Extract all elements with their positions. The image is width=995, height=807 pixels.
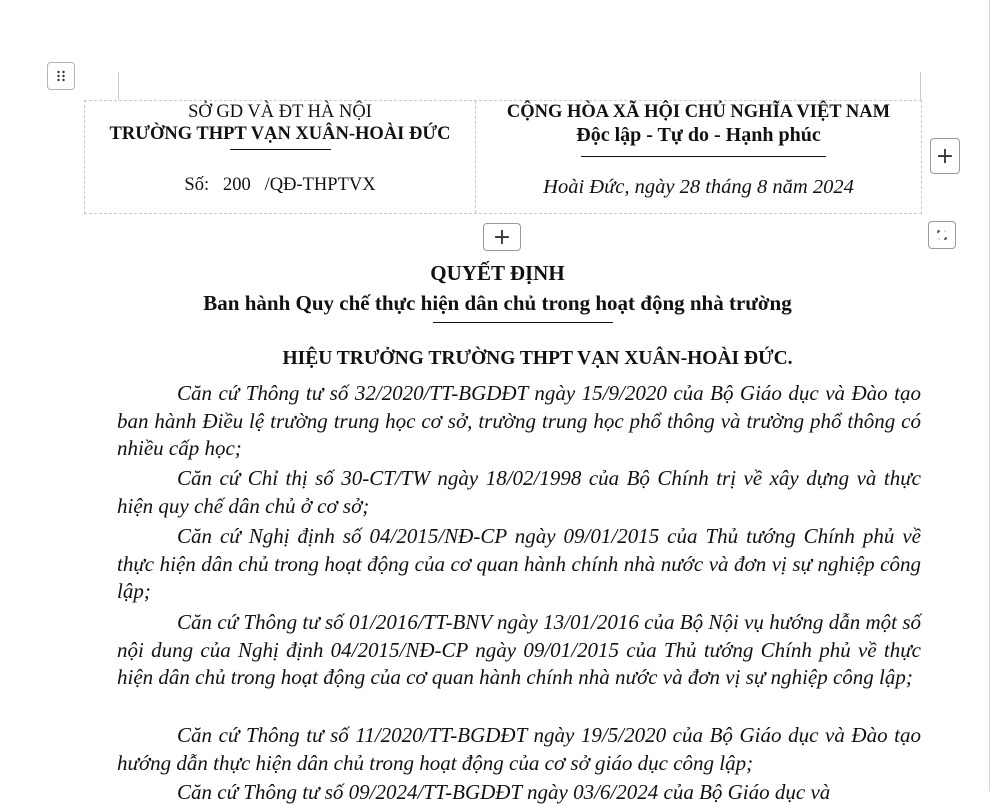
- issuing-authority: HIỆU TRƯỞNG TRƯỜNG THPT VẠN XUÂN-HOÀI ĐỨC.: [282, 348, 793, 369]
- margin-corner-mark: [920, 72, 921, 100]
- agency-name: SỞ GD VÀ ĐT HÀ NỘI: [188, 102, 372, 122]
- document-subtitle: Ban hành Quy chế thực hiện dân chủ trong hoạt động nhà trường: [203, 291, 792, 315]
- document-title: QUYẾT ĐỊNH: [430, 261, 565, 285]
- add-row-button[interactable]: +: [483, 223, 521, 251]
- motto-underline: [581, 156, 826, 157]
- national-motto: Độc lập - Tự do - Hạnh phúc: [576, 124, 821, 146]
- legal-basis-paragraph: Căn cứ Thông tư số 11/2020/TT-BGDĐT ngày 19/5/2020 của Bộ Giáo dục và Đào tạo hướng dẫn thực hiện dân chủ trong hoạt động của cơ sở giáo dục công lập;: [117, 723, 921, 775]
- document-number: Số: 200 /QĐ-THPTVX: [184, 175, 376, 195]
- table-move-handle[interactable]: [47, 62, 75, 90]
- legal-basis-paragraph: Căn cứ Thông tư số 09/2024/TT-BGDĐT ngày 03/6/2024 của Bộ Giáo dục và: [177, 780, 831, 804]
- legal-basis-paragraph: Căn cứ Thông tư số 32/2020/TT-BGDĐT ngày 15/9/2020 của Bộ Giáo dục và Đào tạo ban hành Điều lệ trường trung học cơ sở, trường trung học phổ thông và trường phổ thông có nhiều cấp học;: [117, 381, 921, 460]
- school-name: TRƯỜNG THPT VẠN XUÂN-HOÀI ĐỨC: [109, 124, 451, 144]
- legal-basis-paragraph: Căn cứ Chỉ thị số 30-CT/TW ngày 18/02/1998 của Bộ Chính trị về xây dựng và thực hiện quy chế dân chủ ở cơ sở;: [117, 466, 921, 518]
- table-resize-handle[interactable]: [928, 221, 956, 249]
- country-name: CỘNG HÒA XÃ HỘI CHỦ NGHĨA VIỆT NAM: [506, 102, 891, 122]
- grip-icon: [56, 70, 66, 82]
- header-left-cell[interactable]: [85, 101, 475, 213]
- resize-corner-icon: [935, 228, 949, 242]
- school-underline: [230, 149, 331, 150]
- subtitle-underline: [433, 322, 613, 323]
- margin-corner-mark: [118, 72, 119, 100]
- legal-basis-paragraph: Căn cứ Thông tư số 01/2016/TT-BNV ngày 13/01/2016 của Bộ Nội vụ hướng dẫn một số nội dung của Nghị định 04/2015/NĐ-CP ngày 09/01/2015 của Thủ tướng Chính phủ về thực hiện dân chủ trong hoạt động của cơ quan hành chính nhà nước và đơn vị sự nghiệp công lập;: [117, 610, 921, 689]
- page-edge: [989, 0, 990, 791]
- header-table[interactable]: [84, 100, 922, 214]
- legal-basis-paragraph: Căn cứ Nghị định số 04/2015/NĐ-CP ngày 09/01/2015 của Thủ tướng Chính phủ về thực hiện dân chủ trong hoạt động của cơ quan hành chính nhà nước và đơn vị sự nghiệp công lập;: [117, 524, 921, 603]
- header-right-cell[interactable]: [476, 101, 921, 213]
- add-column-button[interactable]: +: [930, 138, 960, 174]
- place-date: Hoài Đức, ngày 28 tháng 8 năm 2024: [543, 176, 854, 198]
